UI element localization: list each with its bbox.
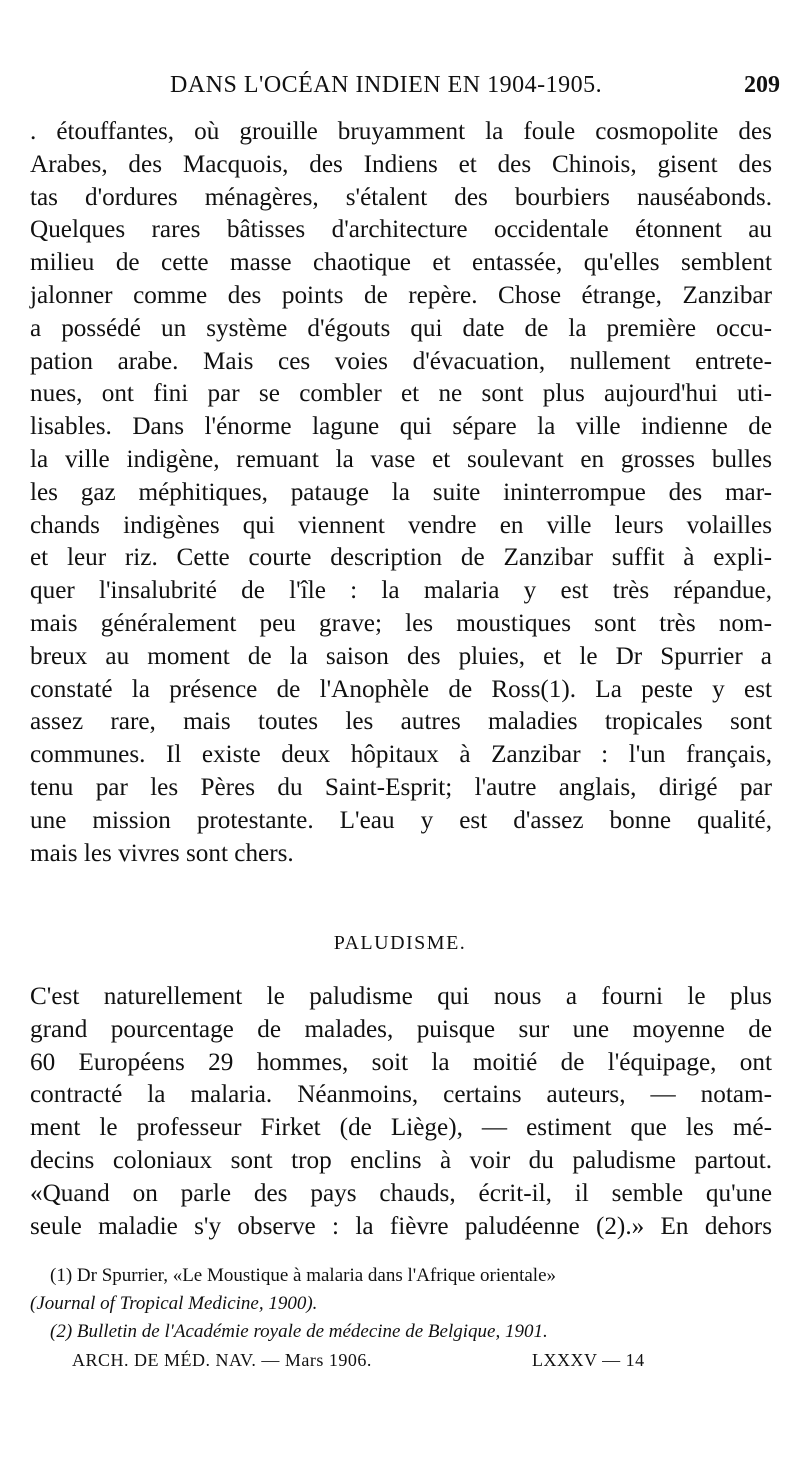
text-line: mais les vivres sont chers. bbox=[30, 839, 294, 867]
running-head: DANS L'OCÉAN INDIEN EN 1904-1905. bbox=[170, 72, 603, 98]
page-header bbox=[0, 72, 800, 112]
footnote-marker: (2) bbox=[50, 1321, 73, 1342]
section-heading: PALUDISME. bbox=[333, 932, 467, 954]
footnote-2 bbox=[30, 1318, 772, 1346]
text-line: chands indigènes qui viennent vendre en ville leurs volailles bbox=[30, 511, 772, 539]
text-line: milieu de cette masse chaotique et entassée, qu'elles semblent bbox=[30, 249, 772, 277]
paragraph-1 bbox=[30, 116, 772, 870]
text-line: «Quand on parle des pays chauds, écrit-il, il semble qu'une bbox=[30, 1179, 772, 1207]
text-line: . étouffantes, où grouille bruyamment la foule cosmopolite des bbox=[30, 118, 772, 145]
text-line: a possédé un système d'égouts qui date de la première occu- bbox=[30, 314, 772, 342]
text-line: nues, ont fini par se combler et ne sont plus aujourd'hui uti- bbox=[30, 380, 772, 408]
text-line: tas d'ordures ménagères, s'étalent des bourbiers nauséabonds. bbox=[30, 183, 772, 211]
footnote-text: Dr Spurrier, «Le Moustique à malaria dans l'Afrique orientale» bbox=[76, 1265, 556, 1286]
text-line: pation arabe. Mais ces voies d'évacuation, nullement entrete- bbox=[30, 347, 772, 375]
text-line: breux au moment de la saison des pluies, et le Dr Spurrier a bbox=[30, 642, 772, 670]
text-line: ment le professeur Firket (de Liège), — estiment que les mé- bbox=[30, 1114, 772, 1142]
footnote-1-continuation: (Journal of Tropical Medicine, 1900). bbox=[30, 1293, 318, 1314]
footnote-marker: (1) bbox=[50, 1265, 73, 1286]
text-line: et leur riz. Cette courte description de Zanzibar suffit à expli- bbox=[30, 544, 772, 572]
text-line: C'est naturellement le paludisme qui nous a fourni le plus bbox=[30, 983, 772, 1010]
journal-signature: ARCH. DE MÉD. NAV. — Mars 1906. bbox=[72, 1350, 372, 1370]
text-line: contracté la malaria. Néanmoins, certains auteurs, — notam- bbox=[30, 1081, 772, 1109]
printer-signature: LXXXV — 14 bbox=[532, 1350, 645, 1370]
text-line: quer l'insalubrité de l'île : la malaria y est très répandue, bbox=[30, 577, 772, 605]
page-number: 209 bbox=[744, 72, 780, 98]
text-line: grand pourcentage de malades, puisque sur une moyenne de bbox=[30, 1015, 772, 1043]
footnote-1 bbox=[30, 1262, 772, 1290]
text-line: jalonner comme des points de repère. Chose étrange, Zanzibar bbox=[30, 281, 772, 309]
text-line: mais généralement peu grave; les moustiques sont très nom- bbox=[30, 609, 772, 637]
text-line: Arabes, des Macquois, des Indiens et des Chinois, gisent des bbox=[30, 150, 772, 178]
text-line: les gaz méphitiques, patauge la suite ininterrompue des mar- bbox=[30, 478, 772, 506]
text-line: communes. Il existe deux hôpitaux à Zanzibar : l'un français, bbox=[30, 741, 772, 769]
text-line: une mission protestante. L'eau y est d'assez bonne qualité, bbox=[30, 806, 772, 834]
text-line: decins coloniaux sont trop enclins à voir du paludisme partout. bbox=[30, 1146, 772, 1174]
text-line: 60 Européens 29 hommes, soit la moitié de l'équipage, ont bbox=[30, 1048, 772, 1076]
text-line: tenu par les Pères du Saint-Esprit; l'autre anglais, dirigé par bbox=[30, 773, 772, 801]
text-line: Quelques rares bâtisses d'architecture occidentale étonnent au bbox=[30, 216, 772, 244]
text-line: seule maladie s'y observe : la fièvre paludéenne (2).» En dehors bbox=[30, 1212, 772, 1240]
text-line: constaté la présence de l'Anophèle de Ross(1). La peste y est bbox=[30, 675, 772, 703]
text-line: lisables. Dans l'énorme lagune qui sépare la ville indienne de bbox=[30, 413, 772, 441]
paragraph-2 bbox=[30, 980, 772, 1242]
footnote-text: Bulletin de l'Académie royale de médecine de Belgique, 1901. bbox=[76, 1321, 548, 1342]
text-line: la ville indigène, remuant la vase et soulevant en grosses bulles bbox=[30, 445, 772, 473]
text-line: assez rare, mais toutes les autres maladies tropicales sont bbox=[30, 708, 772, 736]
footnotes bbox=[30, 1262, 772, 1346]
